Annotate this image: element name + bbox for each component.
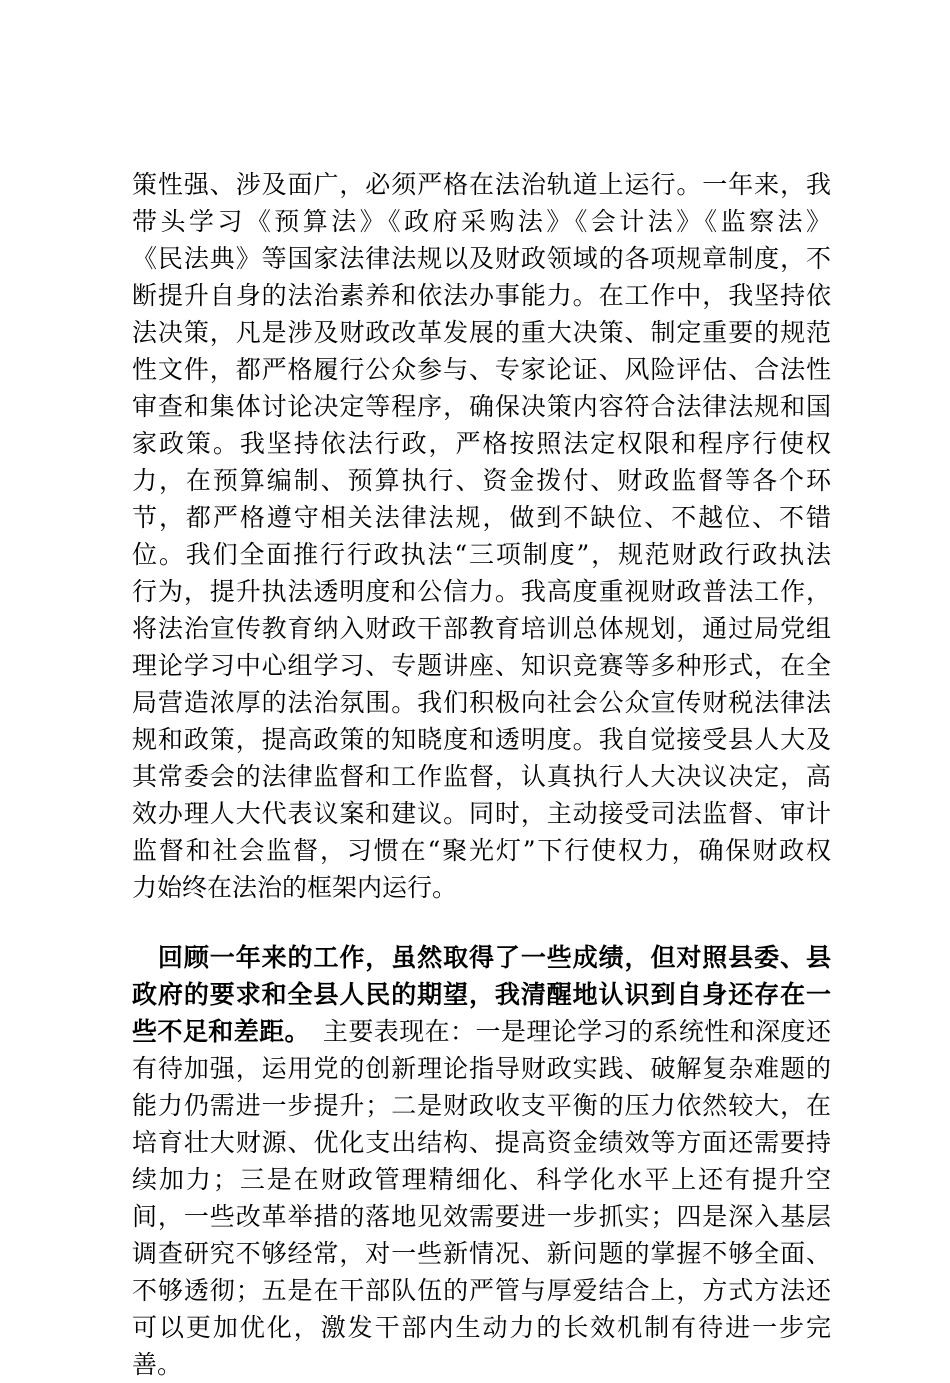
text-line: 理论学习中心组学习、专题讲座、知识竞赛等多种形式，在全 xyxy=(132,651,831,680)
text-fragment: 主要表现在：一是理论学习的系统性和深度还 xyxy=(322,1017,831,1046)
text-line: 善。 xyxy=(132,1350,183,1379)
text-line: 家政策。我坚持依法行政，严格按照法定权限和程序行使权 xyxy=(132,429,831,458)
text-line: 续加力；三是在财政管理精细化、科学化水平上还有提升空 xyxy=(132,1165,831,1194)
text-line: 间，一些改革举措的落地见效需要进一步抓实；四是深入基层 xyxy=(132,1202,831,1231)
text-line: 断提升自身的法治素养和依法办事能力。在工作中，我坚持依 xyxy=(132,281,831,310)
paragraph-spacer xyxy=(132,906,831,939)
text-line: 节，都严格遵守相关法律法规，做到不缺位、不越位、不错 xyxy=(132,503,831,532)
text-line: 力始终在法治的框架内运行。 xyxy=(132,873,458,902)
bold-lead-fragment: 些不足和差距。 xyxy=(132,1017,298,1046)
text-line: 法决策，凡是涉及财政改革发展的重大决策、制定重要的规范 xyxy=(132,318,831,347)
text-line: 将法治宣传教育纳入财政干部教育培训总体规划，通过局党组 xyxy=(132,614,831,643)
text-line: 带头学习《预算法》《政府采购法》《会计法》《监察法》 xyxy=(132,207,831,236)
text-line: 监督和社会监督，习惯在“聚光灯”下行使权力，确保财政权 xyxy=(132,836,831,865)
text-line: 可以更加优化，激发干部内生动力的长效机制有待进一步完 xyxy=(132,1313,831,1342)
mixed-line xyxy=(132,1013,831,1050)
bold-lead-line: 回顾一年来的工作，虽然取得了一些成绩，但对照县委、县 xyxy=(132,943,831,972)
text-line: 调查研究不够经常，对一些新情况、新问题的掌握不够全面、 xyxy=(132,1239,831,1268)
text-line: 位。我们全面推行行政执法“三项制度”，规范财政行政执法 xyxy=(132,540,831,569)
text-line: 其常委会的法律监督和工作监督，认真执行人大决议决定，高 xyxy=(132,762,831,791)
paragraph-shortcomings xyxy=(132,939,831,1383)
paragraph-rule-of-law xyxy=(132,166,831,906)
text-line: 培育壮大财源、优化支出结构、提高资金绩效等方面还需要持 xyxy=(132,1128,831,1157)
text-line: 有待加强，运用党的创新理论指导财政实践、破解复杂难题的 xyxy=(132,1054,831,1083)
document-page xyxy=(132,166,831,1383)
text-line: 规和政策，提高政策的知晓度和透明度。我自觉接受县人大及 xyxy=(132,725,831,754)
text-line: 性文件，都严格履行公众参与、专家论证、风险评估、合法性 xyxy=(132,355,831,384)
text-line: 不够透彻；五是在干部队伍的严管与厚爱结合上，方式方法还 xyxy=(132,1276,831,1305)
text-line: 力，在预算编制、预算执行、资金拨付、财政监督等各个环 xyxy=(132,466,831,495)
bold-lead-line: 政府的要求和全县人民的期望，我清醒地认识到自身还存在一 xyxy=(132,980,831,1009)
text-line: 行为，提升执法透明度和公信力。我高度重视财政普法工作， xyxy=(132,577,831,606)
text-line: 能力仍需进一步提升；二是财政收支平衡的压力依然较大，在 xyxy=(132,1091,831,1120)
text-line: 局营造浓厚的法治氛围。我们积极向社会公众宣传财税法律法 xyxy=(132,688,831,717)
text-line: 审查和集体讨论决定等程序，确保决策内容符合法律法规和国 xyxy=(132,392,831,421)
text-line: 策性强、涉及面广，必须严格在法治轨道上运行。一年来，我 xyxy=(132,170,831,199)
text-line: 效办理人大代表议案和建议。同时，主动接受司法监督、审计 xyxy=(132,799,831,828)
text-line: 《民法典》等国家法律法规以及财政领域的各项规章制度，不 xyxy=(132,244,831,273)
